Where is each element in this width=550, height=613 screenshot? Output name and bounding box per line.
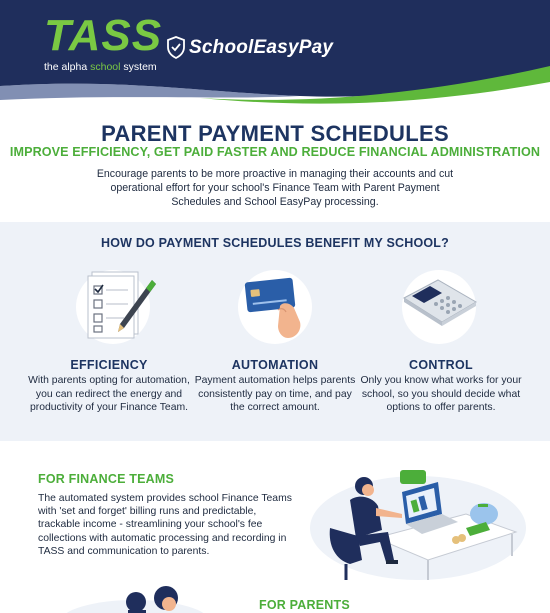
benefit-title: EFFICIENCY [70,358,148,372]
finance-heading: FOR FINANCE TEAMS [38,472,175,486]
finance-illustration [306,456,532,582]
page-title: PARENT PAYMENT SCHEDULES [101,121,449,146]
benefit-text: Only you know what works for your school, so you should decide what options to offer parents. [360,375,522,413]
calculator-icon [398,270,482,344]
benefit-control [356,358,526,415]
schooleasypay-logo[interactable] [166,36,333,59]
tass-tagline: the alpha school system [44,61,157,73]
intro-text: Encourage parents to be more proactive in managing their accounts and cut operational effort for your school's Finance Team with Parent Payment Schedules and School EasyPay processing. [96,168,454,208]
benefit-automation [190,358,360,415]
shield-icon [166,36,186,59]
efficiency-icon-circle [76,270,150,344]
finance-text: The automated system provides school Finance Teams with 'set and forget' billing runs and predictable, trackable income - streamlining your school's fee collections with automatic processing and recording in TASS and communication to parents. [38,493,292,557]
parents-heading: FOR PARENTS [259,598,350,612]
control-icon-circle [402,270,476,344]
header-banner [0,0,550,108]
schooleasypay-text: SchoolEasyPay [189,36,334,58]
benefit-text: Payment automation helps parents consistently pay on time, and pay the correct amount. [194,375,356,413]
checklist-icon [80,266,170,344]
automation-icon-circle [238,270,312,344]
benefit-title: AUTOMATION [231,358,319,372]
parents-illustration [60,582,210,613]
tass-logo-text: TASS [44,11,163,60]
tass-logo[interactable] [44,11,163,73]
credit-card-icon [238,266,318,346]
benefits-section [0,222,550,441]
benefits-heading: HOW DO PAYMENT SCHEDULES BENEFIT MY SCHOOL? [101,236,449,250]
benefit-text: With parents opting for automation, you can redirect the energy and productivity of your Finance Team. [28,375,190,413]
benefit-efficiency [24,358,194,415]
page-subtitle: IMPROVE EFFICIENCY, GET PAID FASTER AND REDUCE FINANCIAL ADMINISTRATION [9,145,541,159]
benefit-title: CONTROL [409,358,473,372]
